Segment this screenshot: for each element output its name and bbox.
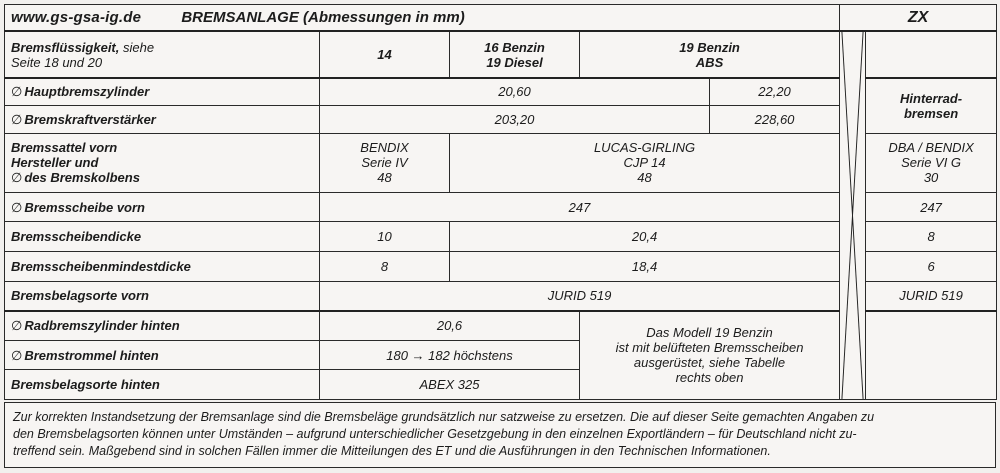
label-text: Bremstrommel hinten <box>24 347 159 363</box>
val-mindestdicke-14: 8 <box>320 251 450 281</box>
note-line2: ist mit belüfteten Bremsscheiben <box>615 340 804 356</box>
label-line1: Bremssattel vorn <box>11 140 118 156</box>
footnote-line3: treffend sein. Maßgebend sind in solchen Fällen immer die Mitteilungen des ET und die Ausführungen in den Technischen Informationen. <box>13 444 771 458</box>
diameter-symbol: ∅ <box>11 199 23 215</box>
divider-cross-graphic <box>840 32 865 399</box>
col-header-19-line2: ABS <box>695 54 724 70</box>
label-bremstrommel <box>5 340 320 370</box>
label-line3: des Bremskolbens <box>24 170 140 186</box>
col-header-14: 14 <box>320 31 450 78</box>
lucas-diameter: 48 <box>637 170 652 186</box>
model-label: ZX <box>840 5 997 32</box>
diameter-symbol: ∅ <box>11 111 23 127</box>
val-radbremszylinder: 20,6 <box>320 311 580 341</box>
label-hauptbremszylinder <box>5 78 320 106</box>
fluid-label-page: Seite 18 und 20 <box>11 54 103 70</box>
fluid-label: Bremsflüssigkeit, <box>11 39 120 55</box>
label-text: Bremskraftverstärker <box>24 111 156 127</box>
header-title-cell <box>5 5 840 32</box>
val-bremskraftverstaerker-abs: 228,60 <box>710 106 840 134</box>
val-belagsorte-vorn: JURID 519 <box>320 281 840 311</box>
val-bremsscheibe: 247 <box>320 192 840 222</box>
fluid-label-cell <box>5 31 320 78</box>
val-scheibendicke-14: 10 <box>320 222 450 252</box>
val-belagsorte-hinten: ABEX 325 <box>320 370 580 400</box>
diameter-symbol: ∅ <box>11 347 23 363</box>
val-hauptbremszylinder-std: 20,60 <box>320 78 710 106</box>
rear-brakes-title-line1: Hinterrad- <box>900 90 963 106</box>
val-bremssattel-rear <box>866 133 997 192</box>
col-header-19-line1: 19 Benzin <box>679 39 740 55</box>
rear-header-empty <box>866 31 997 78</box>
diameter-symbol: ∅ <box>11 84 23 100</box>
bendix-diameter: 48 <box>377 170 392 186</box>
footnote-line1: Zur korrekten Instandsetzung der Bremsanlage sind die Bremsbeläge grundsätzlich nur satzweise zu ersetzen. Die auf dieser Seite gemachten Angaben zu <box>13 410 875 424</box>
label-line2: Hersteller und <box>11 155 99 171</box>
column-header-row <box>5 31 997 78</box>
val-hauptbremszylinder-abs: 22,20 <box>710 78 840 106</box>
val-bremskraftverstaerker-std: 203,20 <box>320 106 710 134</box>
val-mindestdicke-other: 18,4 <box>450 251 840 281</box>
page-title: BREMSANLAGE (Abmessungen in mm) <box>181 9 465 27</box>
label-belagsorte-vorn: Bremsbelagsorte vorn <box>5 281 320 311</box>
col-header-19 <box>580 31 840 78</box>
rear-brakes-title-line2: bremsen <box>903 105 959 121</box>
divider-cross <box>840 31 866 399</box>
note-line4: rechts oben <box>675 370 744 386</box>
note-line3: ausgerüstet, siehe Tabelle <box>633 355 786 371</box>
label-text: Radbremszylinder hinten <box>24 318 180 334</box>
diameter-symbol: ∅ <box>11 170 23 186</box>
val-belagsorte-vorn-rear: JURID 519 <box>866 281 997 311</box>
label-belagsorte-hinten: Bremsbelagsorte hinten <box>5 370 320 400</box>
col-header-16-line2: 19 Diesel <box>486 54 543 70</box>
val-bremsscheibe-rear: 247 <box>866 192 997 222</box>
note-line1: Das Modell 19 Benzin <box>646 325 773 341</box>
val-scheibendicke-other: 20,4 <box>450 222 840 252</box>
rear-maker: DBA / BENDIX <box>888 140 974 156</box>
label-scheibendicke: Bremsscheibendicke <box>5 222 320 252</box>
val-bremssattel-lucas <box>450 133 840 192</box>
lucas-maker: LUCAS-GIRLING <box>593 140 696 156</box>
fluid-label-suffix: siehe <box>123 39 155 55</box>
label-mindestdicke: Bremsscheibenmindestdicke <box>5 251 320 281</box>
label-bremsscheibe <box>5 192 320 222</box>
col-header-16 <box>450 31 580 78</box>
lucas-series: CJP 14 <box>623 155 666 171</box>
diameter-symbol: ∅ <box>11 318 23 334</box>
header-row <box>5 5 997 32</box>
rear-series: Serie VI G <box>901 155 962 171</box>
note-model-19 <box>580 311 840 400</box>
label-bremssattel <box>5 133 320 192</box>
label-radbremszylinder <box>5 311 320 341</box>
label-bremskraftverstaerker <box>5 106 320 134</box>
website-url: www.gs-gsa-ig.de <box>11 9 142 27</box>
footnote-line2: den Bremsbelagsorten können unter Umständen – aufgrund unterschiedlicher Gesetzgebung in den einzelnen Exportländern – für Deutschland nicht zu- <box>13 427 857 441</box>
brake-spec-table <box>4 4 997 400</box>
rear-diameter: 30 <box>923 170 939 186</box>
val-scheibendicke-rear: 8 <box>866 222 997 252</box>
bendix-series: Serie IV <box>361 155 408 171</box>
rear-brakes-title <box>866 78 997 133</box>
val-bremstrommel: 180 → 182 höchstens <box>320 340 580 370</box>
bendix-maker: BENDIX <box>360 140 409 156</box>
footnote <box>4 402 996 468</box>
label-text: Hauptbremszylinder <box>24 84 150 100</box>
rear-bottom-empty <box>866 311 997 400</box>
col-header-16-line1: 16 Benzin <box>484 39 545 55</box>
label-text: Bremsscheibe vorn <box>24 199 145 215</box>
val-bremssattel-bendix <box>320 133 450 192</box>
val-mindestdicke-rear: 6 <box>866 251 997 281</box>
